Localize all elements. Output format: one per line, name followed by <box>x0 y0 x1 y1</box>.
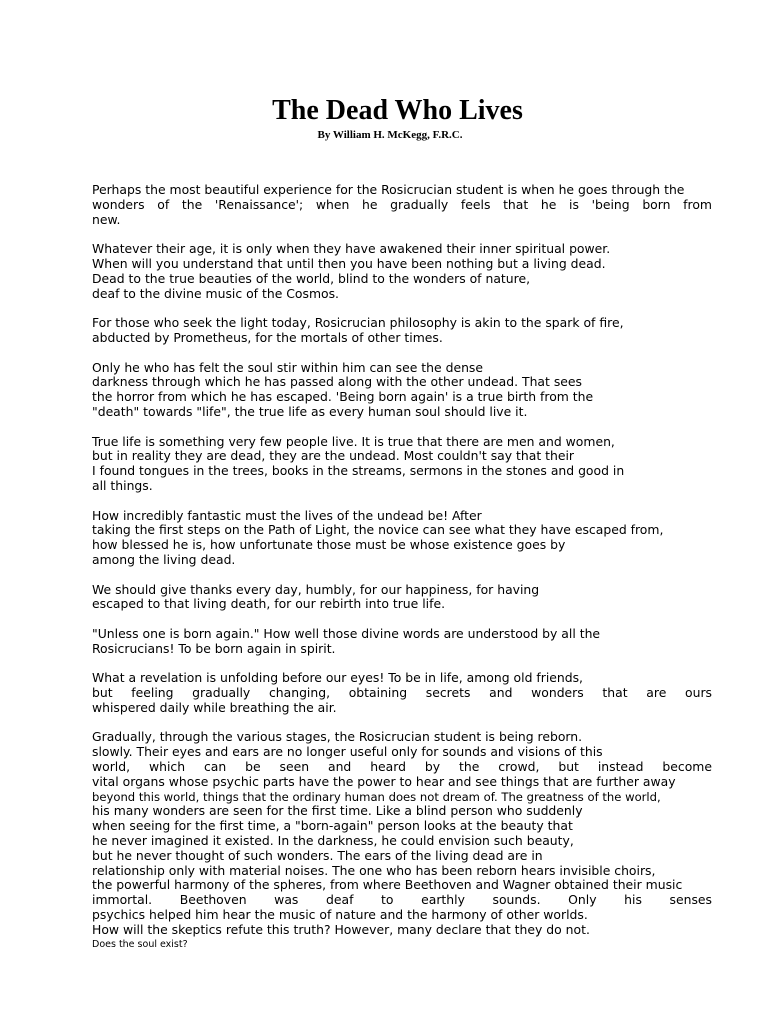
text-line: "Unless one is born again." How well those divine words are understood by all the <box>92 625 601 641</box>
paragraph <box>92 183 712 227</box>
paragraph <box>92 316 712 346</box>
document-title: The Dead Who Lives <box>272 95 523 126</box>
text-line: escaped to that living death, for our rebirth into true life. <box>92 596 446 612</box>
text-line: all things. <box>92 477 153 493</box>
paragraph <box>92 627 712 657</box>
text-line: when seeing for the first time, a "born-again" person looks at the beauty that <box>92 818 573 834</box>
paragraph <box>92 671 712 715</box>
paragraph <box>92 583 712 613</box>
text-line: What a revelation is unfolding before our eyes! To be in life, among old friends, <box>92 670 584 686</box>
text-line: "death" towards "life", the true life as every human soul should live it. <box>92 403 528 419</box>
text-line: how blessed he is, how unfortunate those must be whose existence goes by <box>92 537 566 553</box>
text-line: the powerful harmony of the spheres, from where Beethoven and Wagner obtained their music <box>92 877 683 893</box>
text-line: Perhaps the most beautiful experience for the Rosicrucian student is when he goes through the <box>92 182 685 197</box>
paragraph <box>92 435 712 494</box>
text-line: Dead to the true beauties of the world, blind to the wonders of nature, <box>92 270 531 286</box>
text-line: among the living dead. <box>92 551 236 567</box>
text-line: the horror from which he has escaped. 'Being born again' is a true birth from the <box>92 389 594 405</box>
text-line: How will the skeptics refute this truth? However, many declare that they do not. <box>92 921 590 937</box>
text-line: but he never thought of such wonders. The ears of the living dead are in <box>92 847 543 863</box>
paragraph <box>92 730 712 952</box>
author-byline: By William H. McKegg, F.R.C. <box>317 129 463 141</box>
text-line: relationship only with material noises. The one who has been reborn hears invisible choirs, <box>92 862 656 878</box>
paragraph <box>92 242 712 301</box>
text-line: wonders of the 'Renaissance'; when he gradually feels that he is 'being born from <box>92 196 712 212</box>
text-line: but feeling gradually changing, obtaining secrets and wonders that are ours <box>92 685 712 701</box>
text-line: world, which can be seen and heard by the crowd, but instead become <box>92 759 712 775</box>
text-line: abducted by Prometheus, for the mortals of other times. <box>92 329 443 345</box>
paragraph <box>92 509 712 568</box>
text-line: whispered daily while breathing the air. <box>92 699 337 715</box>
text-line: darkness through which he has passed along with the other undead. That sees <box>92 374 582 390</box>
text-line: psychics helped him hear the music of nature and the harmony of other worlds. <box>92 907 588 923</box>
text-line: deaf to the divine music of the Cosmos. <box>92 285 339 301</box>
text-line: When will you understand that until then you have been nothing but a living dead. <box>92 255 606 271</box>
text-line: Gradually, through the various stages, the Rosicrucian student is being reborn. <box>92 729 583 745</box>
article-body <box>92 183 712 967</box>
text-line: Does the soul exist? <box>92 938 188 950</box>
text-line: Rosicrucians! To be born again in spirit. <box>92 640 336 656</box>
text-line: he never imagined it existed. In the darkness, he could envision such beauty, <box>92 833 574 849</box>
text-line: True life is something very few people live. It is true that there are men and women, <box>92 433 615 449</box>
text-line: but in reality they are dead, they are the undead. Most couldn't say that their <box>92 448 575 464</box>
text-line: Whatever their age, it is only when they have awakened their inner spiritual power. <box>92 241 611 257</box>
text-line: slowly. Their eyes and ears are no longer useful only for sounds and visions of this <box>92 744 603 760</box>
text-line: his many wonders are seen for the first time. Like a blind person who suddenly <box>92 803 583 819</box>
text-line: new. <box>92 211 121 227</box>
text-line: I found tongues in the trees, books in the streams, sermons in the stones and good in <box>92 463 625 479</box>
text-line: taking the first steps on the Path of Light, the novice can see what they have escaped from, <box>92 522 664 538</box>
text-line: immortal. Beethoven was deaf to earthly sounds. Only his senses <box>92 892 712 908</box>
text-line: vital organs whose psychic parts have the power to hear and see things that are further away <box>92 773 676 789</box>
text-line: How incredibly fantastic must the lives of the undead be! After <box>92 507 482 523</box>
text-line: We should give thanks every day, humbly, for our happiness, for having <box>92 581 540 597</box>
text-line: For those who seek the light today, Rosicrucian philosophy is akin to the spark of fire, <box>92 315 624 331</box>
text-line: beyond this world, things that the ordinary human does not dream of. The greatness of the world, <box>92 789 661 804</box>
text-line: Only he who has felt the soul stir within him can see the dense <box>92 359 483 375</box>
paragraph <box>92 361 712 420</box>
